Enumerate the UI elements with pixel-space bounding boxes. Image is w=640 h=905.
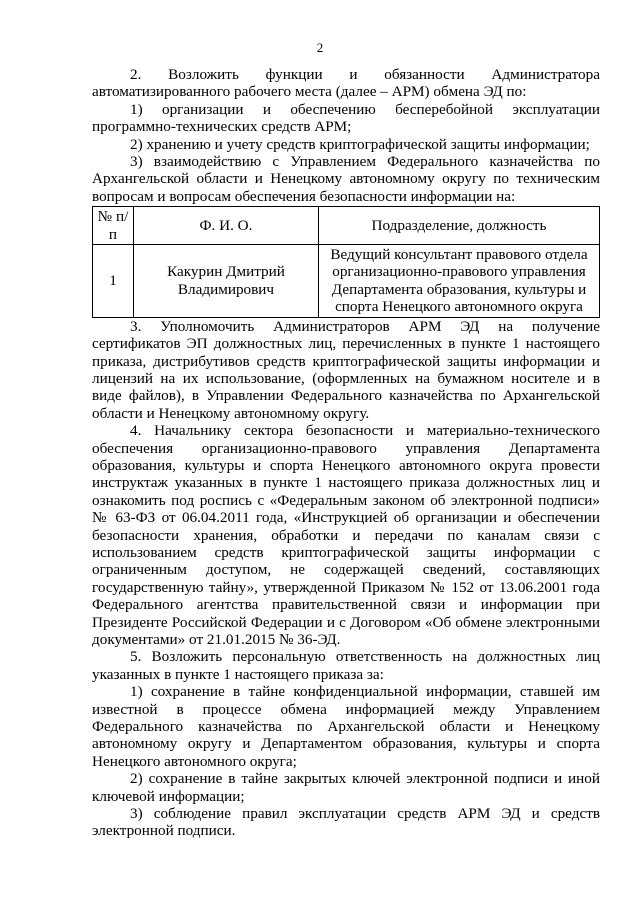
table-row [93, 245, 600, 318]
paragraph-subitem-5-1: 1) сохранение в тайне конфиденциальной информации, ставшей им известной в процессе обмена информацией между Управлением Федерального казначейства по Архангельской области и Ненецкому автономному округу и Департаментом образования, культуры и спорта Ненецкого автономного округа; [92, 683, 600, 770]
paragraph-subitem-2-3: 3) взаимодействию с Управлением Федерального казначейства по Архангельской области и Ненецкому автономному округу по техническим вопросам и вопросам обеспечения безопасности информации на: [92, 153, 600, 205]
table-header-num: № п/п [93, 207, 134, 245]
table-cell-fio: Какурин Дмитрий Владимирович [134, 245, 319, 318]
paragraph-subitem-5-3: 3) соблюдение правил эксплуатации средств АРМ ЭД и средств электронной подписи. [92, 805, 600, 840]
paragraph-subitem-2-2: 2) хранению и учету средств криптографической защиты информации; [130, 135, 590, 153]
table-header-position: Подразделение, должность [319, 207, 600, 245]
paragraph-item-5: 5. Возложить персональную ответственность на должностных лиц указанных в пункте 1 настоящего приказа за: [92, 648, 600, 683]
paragraph-item-2: 2. Возложить функции и обязанности Администратора автоматизированного рабочего места (далее – АРМ) обмена ЭД по: [92, 66, 600, 101]
paragraph-item-3: 3. Уполномочить Администраторов АРМ ЭД на получение сертификатов ЭП должностных лиц, перечисленных в пункте 1 настоящего приказа, дистрибутивов средств криптографической защиты информации и лицензий на их использование, (оформленных на бумажном носителе и в виде файлов), в Управлении Федерального казначейства по Архангельской области и Ненецкому автономному округу. [92, 317, 600, 422]
table-cell-num: 1 [93, 245, 134, 318]
document-body [92, 66, 600, 840]
page-number: 2 [316, 40, 324, 55]
table-header-fio: Ф. И. О. [134, 207, 319, 245]
paragraph-subitem-5-2: 2) сохранение в тайне закрытых ключей электронной подписи и иной ключевой информации; [92, 770, 600, 805]
paragraph-item-4: 4. Начальнику сектора безопасности и материально-технического обеспечения организационно-правового управления Департамента образования, культуры и спорта Ненецкого автономного округа провести инструктаж указанных в пункте 1 настоящего приказа должностных лиц и ознакомить под роспись с «Федеральным законом об электронной подписи» № 63-ФЗ от 06.04.2011 года, «Инструкцией об организации и обеспечении безопасности хранения, обработки и передачи по каналам связи с использованием средств криптографической защиты информации с ограниченным доступом, не содержащей сведений, составляющих государственную тайну», утвержденной Приказом № 152 от 13.06.2001 года Федерального агентства правительственной связи и информации при Президенте Российской Федерации и с Договором «Об обмене электронными документами» от 21.01.2015 № 36-ЭД. [92, 422, 600, 648]
paragraph-subitem-2-1: 1) организации и обеспечению бесперебойной эксплуатации программно-технических средств АРМ; [92, 100, 600, 136]
table-header-row [93, 207, 600, 245]
administrators-table [92, 206, 600, 317]
table-cell-position: Ведущий консультант правового отдела организационно-правового управления Департамента образования, культуры и спорта Ненецкого автономного округа [319, 245, 600, 318]
